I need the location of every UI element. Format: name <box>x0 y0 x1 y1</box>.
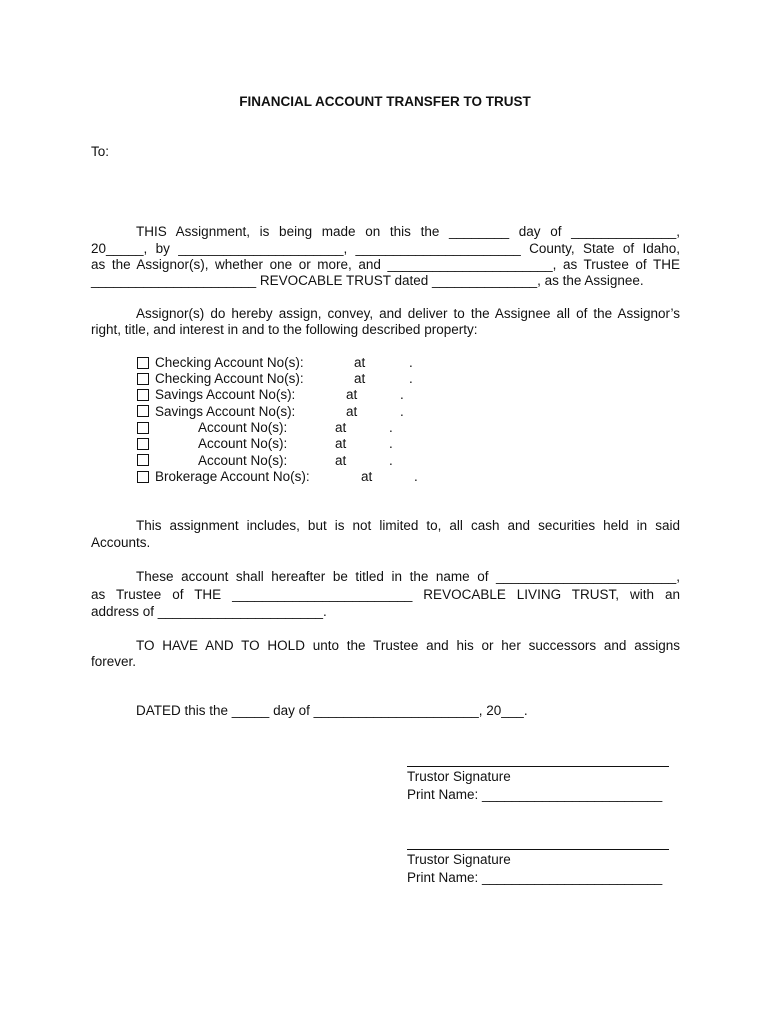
assignment-line-2: 20_____, by ______________________, ______________________ County, State of Idaho, <box>91 241 680 256</box>
account-period: . <box>389 436 393 451</box>
account-at: at <box>335 436 347 451</box>
checkbox[interactable] <box>137 357 149 369</box>
account-label: Account No(s): <box>198 420 288 435</box>
checkbox[interactable] <box>137 373 149 385</box>
print-name-field[interactable]: Print Name: ________________________ <box>407 787 663 802</box>
account-period: . <box>400 404 404 419</box>
dated-line: DATED this the _____ day of ______________________, 20___. <box>136 703 528 718</box>
checkbox[interactable] <box>137 438 149 450</box>
checkbox[interactable] <box>137 389 149 401</box>
account-label: Savings Account No(s): <box>155 404 296 419</box>
account-label: Checking Account No(s): <box>155 371 304 386</box>
account-period: . <box>414 469 418 484</box>
checkbox[interactable] <box>137 471 149 483</box>
account-at: at <box>354 355 366 370</box>
checkbox[interactable] <box>137 454 149 466</box>
account-period: . <box>409 371 413 386</box>
signature-line <box>407 766 669 767</box>
signature-line <box>407 849 669 850</box>
account-label: Checking Account No(s): <box>155 355 304 370</box>
account-period: . <box>389 453 393 468</box>
account-label: Savings Account No(s): <box>155 387 296 402</box>
page-title: FINANCIAL ACCOUNT TRANSFER TO TRUST <box>239 94 531 109</box>
to-label: To: <box>91 144 110 159</box>
titled-line-1: These account shall hereafter be titled in the name of ________________________, <box>136 569 680 584</box>
includes-line-2: Accounts. <box>91 535 151 550</box>
titled-line-2: as Trustee of THE ________________________ REVOCABLE LIVING TRUST, with an <box>91 587 680 602</box>
signature-caption: Trustor Signature <box>407 852 511 867</box>
account-label: Account No(s): <box>198 453 288 468</box>
account-label: Account No(s): <box>198 436 288 451</box>
account-at: at <box>335 420 347 435</box>
account-at: at <box>346 404 358 419</box>
assignment-line-3: as the Assignor(s), whether one or more, and ______________________, as Trustee of THE <box>91 257 680 272</box>
account-label: Brokerage Account No(s): <box>155 469 310 484</box>
convey-line-1: Assignor(s) do hereby assign, convey, and deliver to the Assignee all of the Assignor’s <box>136 306 680 321</box>
signature-caption: Trustor Signature <box>407 769 511 784</box>
print-name-field[interactable]: Print Name: ________________________ <box>407 870 663 885</box>
checkbox[interactable] <box>137 405 149 417</box>
account-at: at <box>335 453 347 468</box>
includes-line-1: This assignment includes, but is not limited to, all cash and securities held in said <box>136 518 680 533</box>
titled-line-3: address of ______________________. <box>91 604 327 619</box>
convey-line-2: right, title, and interest in and to the following described property: <box>91 322 478 337</box>
habendum-line-2: forever. <box>91 654 137 669</box>
habendum-line-1: TO HAVE AND TO HOLD unto the Trustee and his or her successors and assigns <box>136 638 680 653</box>
account-at: at <box>346 387 358 402</box>
account-period: . <box>400 387 404 402</box>
account-at: at <box>354 371 366 386</box>
assignment-line-4: ______________________ REVOCABLE TRUST dated ______________, as the Assignee. <box>91 273 644 288</box>
account-period: . <box>409 355 413 370</box>
assignment-line-1: THIS Assignment, is being made on this the ________ day of ______________, <box>136 224 680 239</box>
account-at: at <box>361 469 373 484</box>
checkbox[interactable] <box>137 422 149 434</box>
account-period: . <box>389 420 393 435</box>
